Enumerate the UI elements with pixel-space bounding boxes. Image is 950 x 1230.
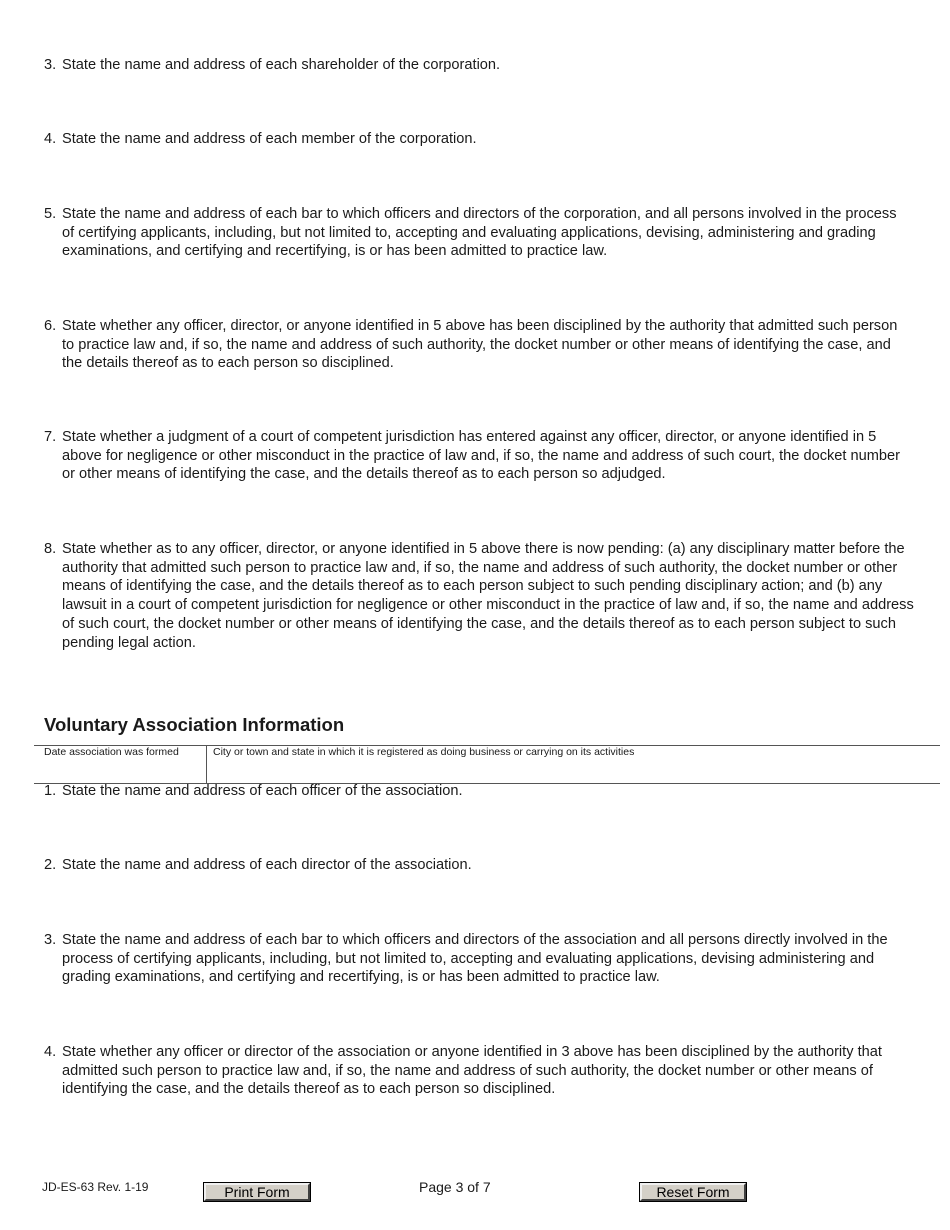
page-number: Page 3 of 7 [419, 1179, 491, 1195]
question-number: 4. [44, 131, 57, 147]
question-number: 5. [44, 206, 57, 222]
date-formed-label: Date association was formed [44, 746, 179, 758]
form-id: JD-ES-63 Rev. 1-19 [42, 1180, 149, 1194]
corp-question-5 [44, 205, 910, 261]
section-title: Voluntary Association Information [44, 714, 345, 735]
date-formed-field[interactable] [38, 761, 202, 781]
corp-question-3 [44, 56, 910, 75]
question-number: 4. [44, 1044, 57, 1060]
reset-form-button[interactable]: Reset Form [640, 1183, 746, 1201]
question-text: State the name and address of each shareholder of the corporation. [62, 57, 501, 73]
question-number: 8. [44, 541, 57, 557]
assoc-question-2 [44, 856, 910, 875]
question-number: 6. [44, 318, 57, 334]
question-text: State the name and address of each officer of the association. [62, 783, 463, 799]
question-text: State the name and address of each bar to which officers and directors of the corporation, and all persons involved in the process of certifying applicants, including, but not limited to, accepting and evaluating applications, devising, administering and grading examinations, and certifying and recertifying, is or has been admitted to practice law. [62, 206, 897, 260]
city-state-cell [207, 746, 940, 783]
assoc-question-4 [44, 1043, 910, 1099]
question-text: State the name and address of each bar to which officers and directors of the association and all persons directly involved in the process of certifying applicants, including, but not limited to, accepting and evaluating applications, devising administering and grading examinations, and certifying and recertifying, is or has been admitted to practice law. [62, 932, 888, 986]
question-text: State whether any officer, director, or anyone identified in 5 above has been disciplined by the authority that admitted such person to practice law and, if so, the name and address of such authority, the docket number or other means of identifying the case, and the details thereof as to each person so disciplined. [62, 318, 898, 372]
date-formed-cell [34, 746, 207, 783]
question-text: State whether a judgment of a court of competent jurisdiction has entered against any officer, director, or anyone identified in 5 above for negligence or other misconduct in the practice of law and, if so, the name and address of such court, the docket number or other means of identifying the case, and the details thereof as to each person so adjudged. [62, 429, 901, 483]
question-number: 7. [44, 429, 57, 445]
city-state-label: City or town and state in which it is registered as doing business or carrying on its activities [213, 746, 635, 758]
question-number: 1. [44, 783, 57, 799]
association-info-table [34, 745, 940, 784]
corp-question-4 [44, 130, 910, 149]
assoc-question-3 [44, 931, 910, 987]
question-text: State the name and address of each director of the association. [62, 857, 472, 873]
question-text: State the name and address of each member of the corporation. [62, 131, 477, 147]
question-text: State whether as to any officer, director, or anyone identified in 5 above there is now pending: (a) any disciplinary matter before the authority that admitted such person to practice law and, if so, the name and address of such authority, the docket number or other means of identifying the case, and the details thereof as to each person subject to such pending disciplinary action; and (b) any lawsuit in a court of competent jurisdiction for negligence or other misconduct in the practice of law and, if so, the name and address of such court, the docket number or other means of identifying the case, and the details thereof as to each person subject to such pending legal action. [62, 541, 914, 651]
print-form-button[interactable]: Print Form [204, 1183, 310, 1201]
corp-question-6 [44, 317, 910, 373]
city-state-field[interactable] [211, 761, 936, 781]
assoc-question-1 [44, 782, 910, 801]
question-number: 3. [44, 932, 57, 948]
corp-question-7 [44, 428, 910, 484]
question-number: 2. [44, 857, 57, 873]
question-number: 3. [44, 57, 57, 73]
question-text: State whether any officer or director of the association or anyone identified in 3 above has been disciplined by the authority that admitted such person to practice law and, if so, the name and address of such authority, the docket number or other means of identifying the case, and the details thereof as to each person so disciplined. [62, 1044, 882, 1098]
corp-question-8 [44, 540, 914, 652]
